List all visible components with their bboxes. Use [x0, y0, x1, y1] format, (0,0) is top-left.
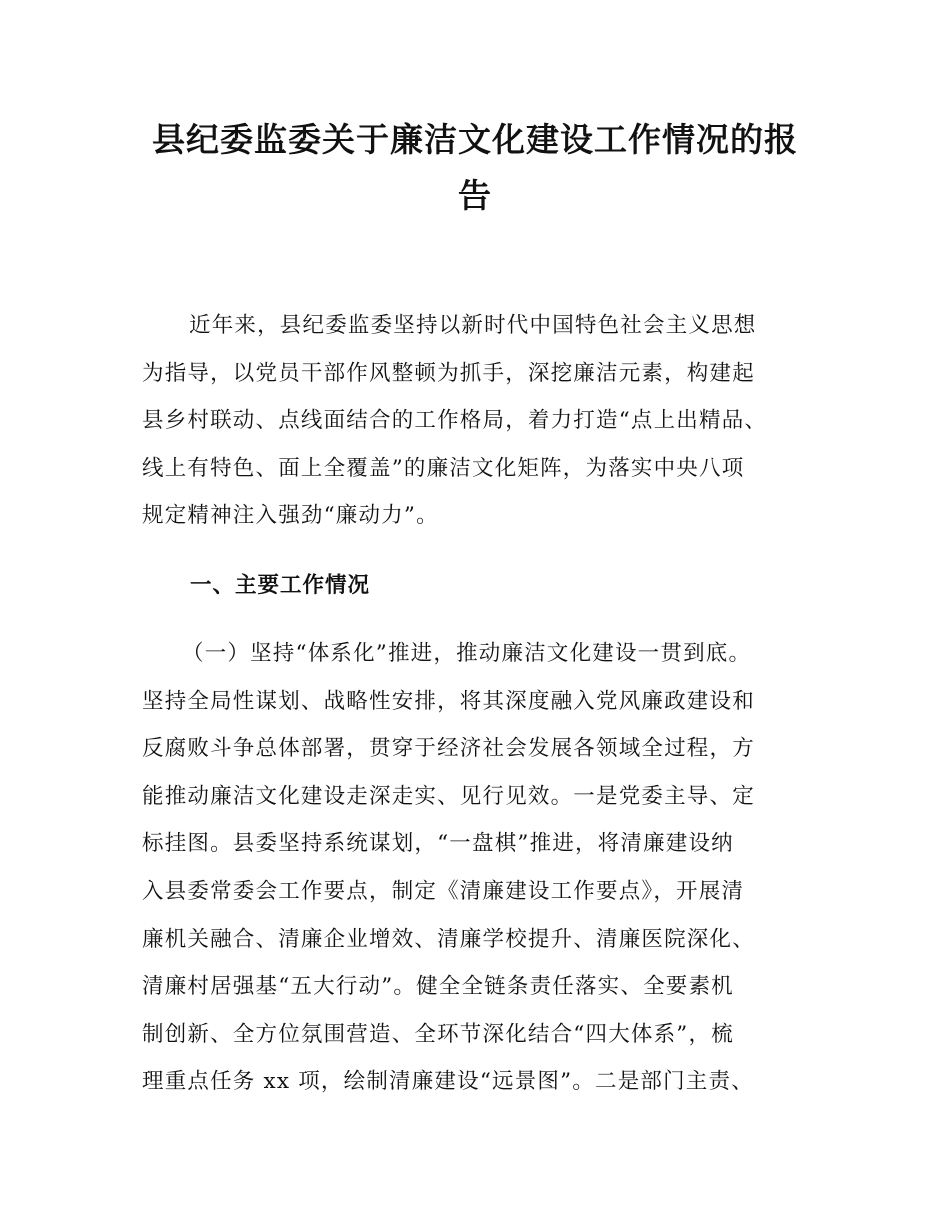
paragraph-line: 理重点任务 xx 项，绘制清廉建设“远景图”。二是部门主责、	[142, 1069, 754, 1095]
paragraph-line: 清廉村居强基“五大行动”。健全全链条责任落实、全要素机	[142, 974, 734, 1000]
paragraph-line: 制创新、全方位氛围营造、全环节深化结合“四大体系”，梳	[142, 1021, 734, 1047]
section-heading: 一、主要工作情况	[190, 573, 371, 598]
paragraph-line: 反腐败斗争总体部署，贯穿于经济社会发展各领域全过程，方	[142, 736, 755, 762]
paragraph-line: 能推动廉洁文化建设走深走实、见行见效。一是党委主导、定	[142, 783, 755, 809]
title-line-1: 县纪委监委关于廉洁文化建设工作情况的报	[152, 120, 798, 159]
paragraph-line: 县乡村联动、点线面结合的工作格局，着力打造“点上出精品、	[142, 408, 768, 434]
title-line-2: 告	[458, 176, 492, 215]
paragraph-line: 为指导，以党员干部作风整顿为抓手，深挖廉洁元素，构建起	[142, 360, 755, 386]
intro-paragraph	[142, 302, 832, 540]
document-title	[130, 112, 820, 224]
paragraph-line: 入县委常委会工作要点，制定《清廉建设工作要点》，开展清	[142, 878, 745, 904]
paragraph-line: 规定精神注入强劲“廉动力”。	[142, 503, 439, 529]
section-paragraph	[142, 630, 832, 1106]
paragraph-line: 线上有特色、面上全覆盖”的廉洁文化矩阵，为落实中央八项	[142, 455, 745, 481]
paragraph-line: 廉机关融合、清廉企业增效、清廉学校提升、清廉医院深化、	[142, 926, 755, 952]
paragraph-line: 标挂图。县委坚持系统谋划，“一盘棋”推进，将清廉建设纳	[142, 831, 734, 857]
paragraph-line: （一）坚持“体系化”推进，推动廉洁文化建设一贯到底。	[182, 641, 752, 666]
paragraph-line: 坚持全局性谋划、战略性安排，将其深度融入党风廉政建设和	[142, 688, 755, 714]
paragraph-line: 近年来，县纪委监委坚持以新时代中国特色社会主义思想	[189, 313, 757, 338]
